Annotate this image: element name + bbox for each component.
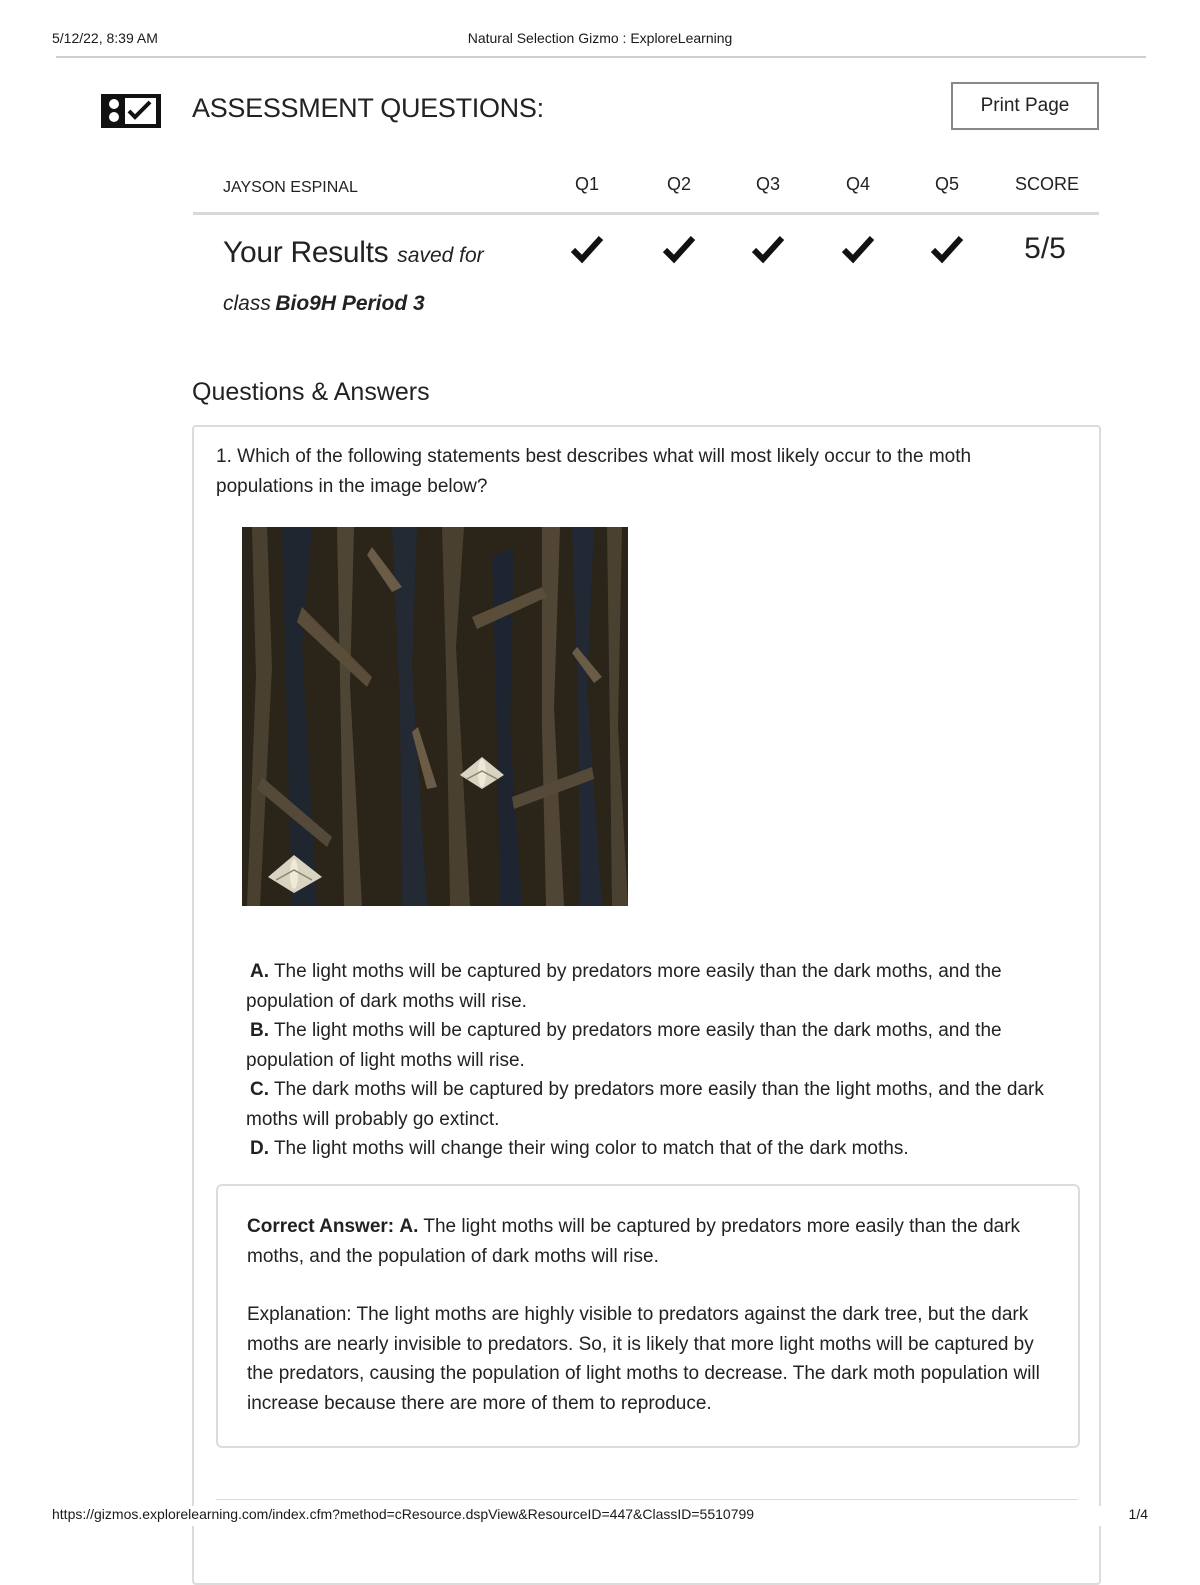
student-name: JAYSON ESPINAL (223, 179, 358, 196)
checkmark-icon (557, 234, 617, 268)
results-row (193, 228, 1099, 328)
column-q2: Q2 (666, 174, 691, 194)
question-text (216, 442, 1056, 502)
saved-for-text: saved for (397, 244, 484, 267)
header-divider (56, 56, 1146, 58)
correct-answer-label: Correct Answer: (247, 1216, 395, 1237)
column-q3: Q3 (755, 174, 780, 194)
print-page-button[interactable]: Print Page (951, 82, 1099, 130)
checkmark-icon (649, 234, 709, 268)
card-divider (216, 1499, 1078, 1500)
column-q4: Q4 (845, 174, 870, 194)
question-number: 1. (216, 446, 232, 467)
score-table-divider (193, 212, 1099, 215)
page-number: 1/4 (1128, 1506, 1148, 1522)
answer-choices (246, 957, 1076, 1164)
column-q5: Q5 (934, 174, 959, 194)
class-prefix-text: class (223, 292, 271, 315)
choice-b: B. The light moths will be captured by predators more easily than the dark moths, and the population of light moths will rise. (246, 1020, 1002, 1071)
score-table-header (193, 174, 1099, 202)
print-footer (52, 1506, 1148, 1526)
correct-answer-box (216, 1184, 1080, 1448)
checkmark-icon (828, 234, 888, 268)
total-score: 5/5 (1024, 232, 1066, 265)
checkmark-icon (738, 234, 798, 268)
page-title: ASSESSMENT QUESTIONS: (192, 93, 544, 123)
checkmark-icon (917, 234, 977, 268)
correct-answer (247, 1212, 1047, 1271)
your-results-text: Your Results (223, 236, 389, 269)
document-title: Natural Selection Gizmo : ExploreLearning (467, 30, 733, 46)
correct-answer-text: The light moths will be captured by predators more easily than the dark moths, and the population of dark moths will rise. (247, 1216, 1021, 1267)
print-date: 5/12/22, 8:39 AM (52, 30, 158, 46)
question-prompt: Which of the following statements best describes what will most likely occur to the moth populations in the image below? (216, 446, 972, 497)
results-label (223, 230, 543, 329)
choice-a: A. The light moths will be captured by predators more easily than the dark moths, and the population of dark moths will rise. (246, 961, 1002, 1012)
choice-c: C. The dark moths will be captured by predators more easily than the light moths, and the dark moths will probably go extinct. (246, 1079, 1044, 1130)
column-q1: Q1 (574, 174, 599, 194)
correct-answer-letter: A. (399, 1216, 419, 1237)
print-header (52, 30, 1148, 50)
moth-forest-image (242, 527, 628, 906)
column-score: SCORE (1015, 174, 1080, 194)
explanation-text: Explanation: The light moths are highly visible to predators against the dark tree, but the dark moths are nearly invisible to predators. So, it is likely that more light moths will be captured by the predators, causing the population of light moths to decrease. The dark moth population will increase because there are more of them to reproduce. (247, 1304, 1040, 1414)
choice-d: D. The light moths will change their wing color to match that of the dark moths. (250, 1138, 909, 1159)
question-card (192, 425, 1101, 1585)
page-url: https://gizmos.explorelearning.com/index.cfm?method=cResource.dspView&ResourceID=447&ClassID=5510799 (52, 1506, 755, 1522)
questions-answers-heading: Questions & Answers (192, 378, 430, 406)
class-name: Bio9H Period 3 (275, 292, 425, 315)
assessment-checkbox-icon (100, 93, 162, 129)
